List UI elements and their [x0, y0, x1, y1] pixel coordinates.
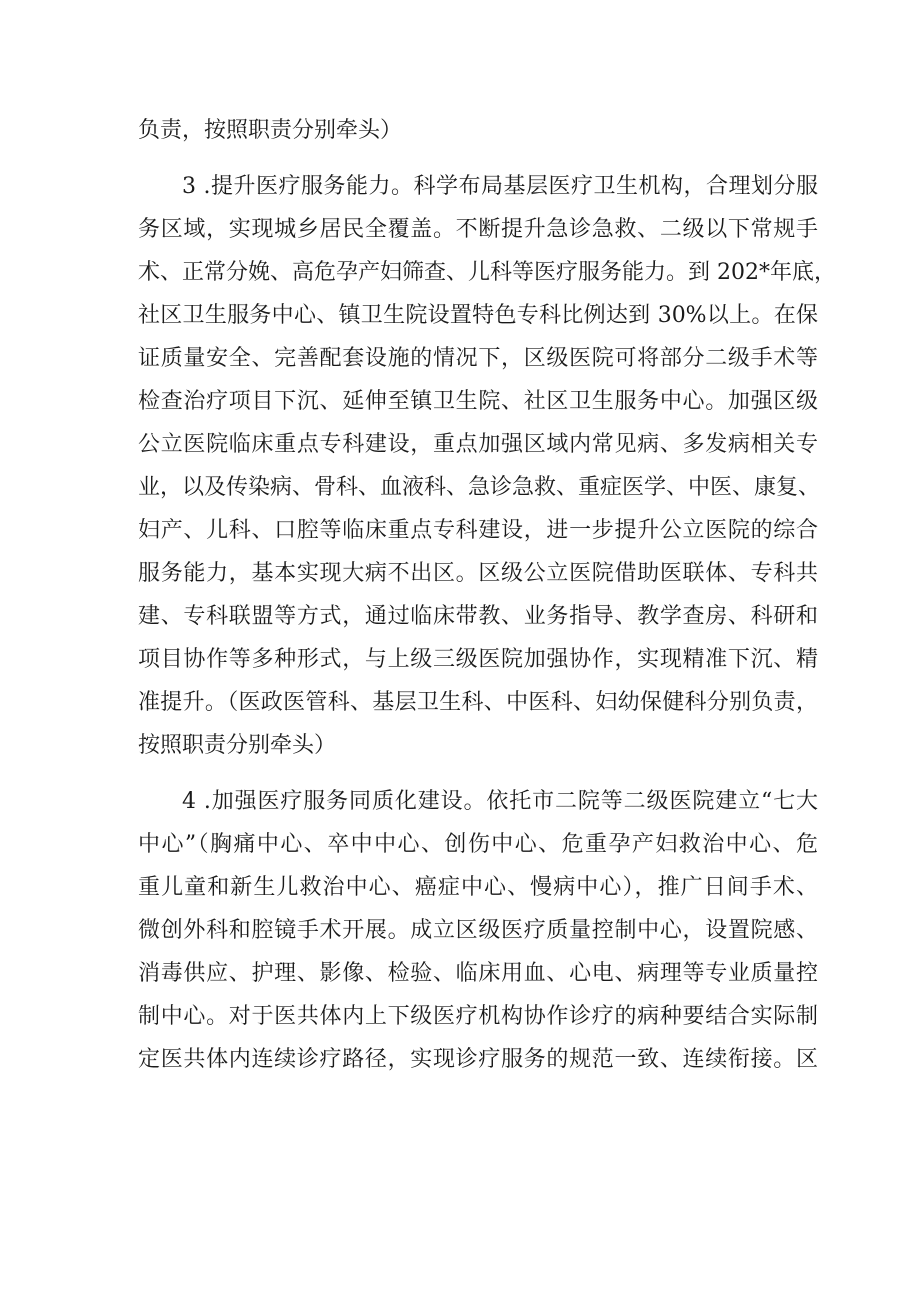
text-line: 定医共体内连续诊疗路径，实现诊疗服务的规范一致、连续衔接。区: [138, 1047, 818, 1072]
text-line: 重儿童和新生儿救治中心、癌症中心、慢病中心），推广日间手术、: [138, 875, 818, 900]
text-line: 中心”（胸痛中心、卒中中心、创伤中心、危重孕产妇救治中心、危: [138, 832, 818, 857]
text-line: 务区域，实现城乡居民全覆盖。不断提升急诊急救、二级以下常规手: [138, 217, 818, 242]
text-line: 消毒供应、护理、影像、检验、临床用血、心电、病理等专业质量控: [138, 961, 818, 986]
text-line: 业，以及传染病、骨科、血液科、急诊急救、重症医学、中医、康复、: [138, 475, 821, 500]
text-line: 妇产、儿科、口腔等临床重点专科建设，进一步提升公立医院的综合: [138, 518, 818, 543]
text-line: 项目协作等多种形式，与上级三级医院加强协作，实现精准下沉、精: [138, 647, 818, 672]
text-line: 微创外科和腔镜手术开展。成立区级医疗质量控制中心，设置院感、: [138, 918, 818, 943]
text-line: 准提升。（医政医管科、基层卫生科、中医科、妇幼保健科分别负责，: [138, 690, 818, 715]
text-line: 按照职责分别牵头）: [138, 733, 337, 758]
text-line: 公立医院临床重点专科建设，重点加强区域内常见病、多发病相关专: [138, 432, 818, 457]
text-line: 证质量安全、完善配套设施的情况下，区级医院可将部分二级手术等: [138, 346, 818, 371]
paragraph-4-heading-line: 4 .加强医疗服务同质化建设。依托市二院等二级医院建立“七大: [182, 789, 818, 814]
text-line: 服务能力，基本实现大病不出区。区级公立医院借助医联体、专科共: [138, 561, 818, 586]
paragraph-3-heading-line: 3 .提升医疗服务能力。科学布局基层医疗卫生机构，合理划分服: [182, 174, 818, 199]
text-line: 检查治疗项目下沉、延伸至镇卫生院、社区卫生服务中心。加强区级: [138, 389, 818, 414]
text-line: 制中心。对于医共体内上下级医疗机构协作诊疗的病种要结合实际制: [138, 1004, 818, 1029]
text-line: 社区卫生服务中心、镇卫生院设置特色专科比例达到 30%以上。在保: [138, 303, 818, 328]
text-line: 术、正常分娩、高危孕产妇筛查、儿科等医疗服务能力。到 202*年底，: [138, 260, 836, 285]
text-line: 负责，按照职责分别牵头）: [138, 118, 403, 143]
text-line: 建、专科联盟等方式，通过临床带教、业务指导、教学查房、科研和: [138, 604, 818, 629]
